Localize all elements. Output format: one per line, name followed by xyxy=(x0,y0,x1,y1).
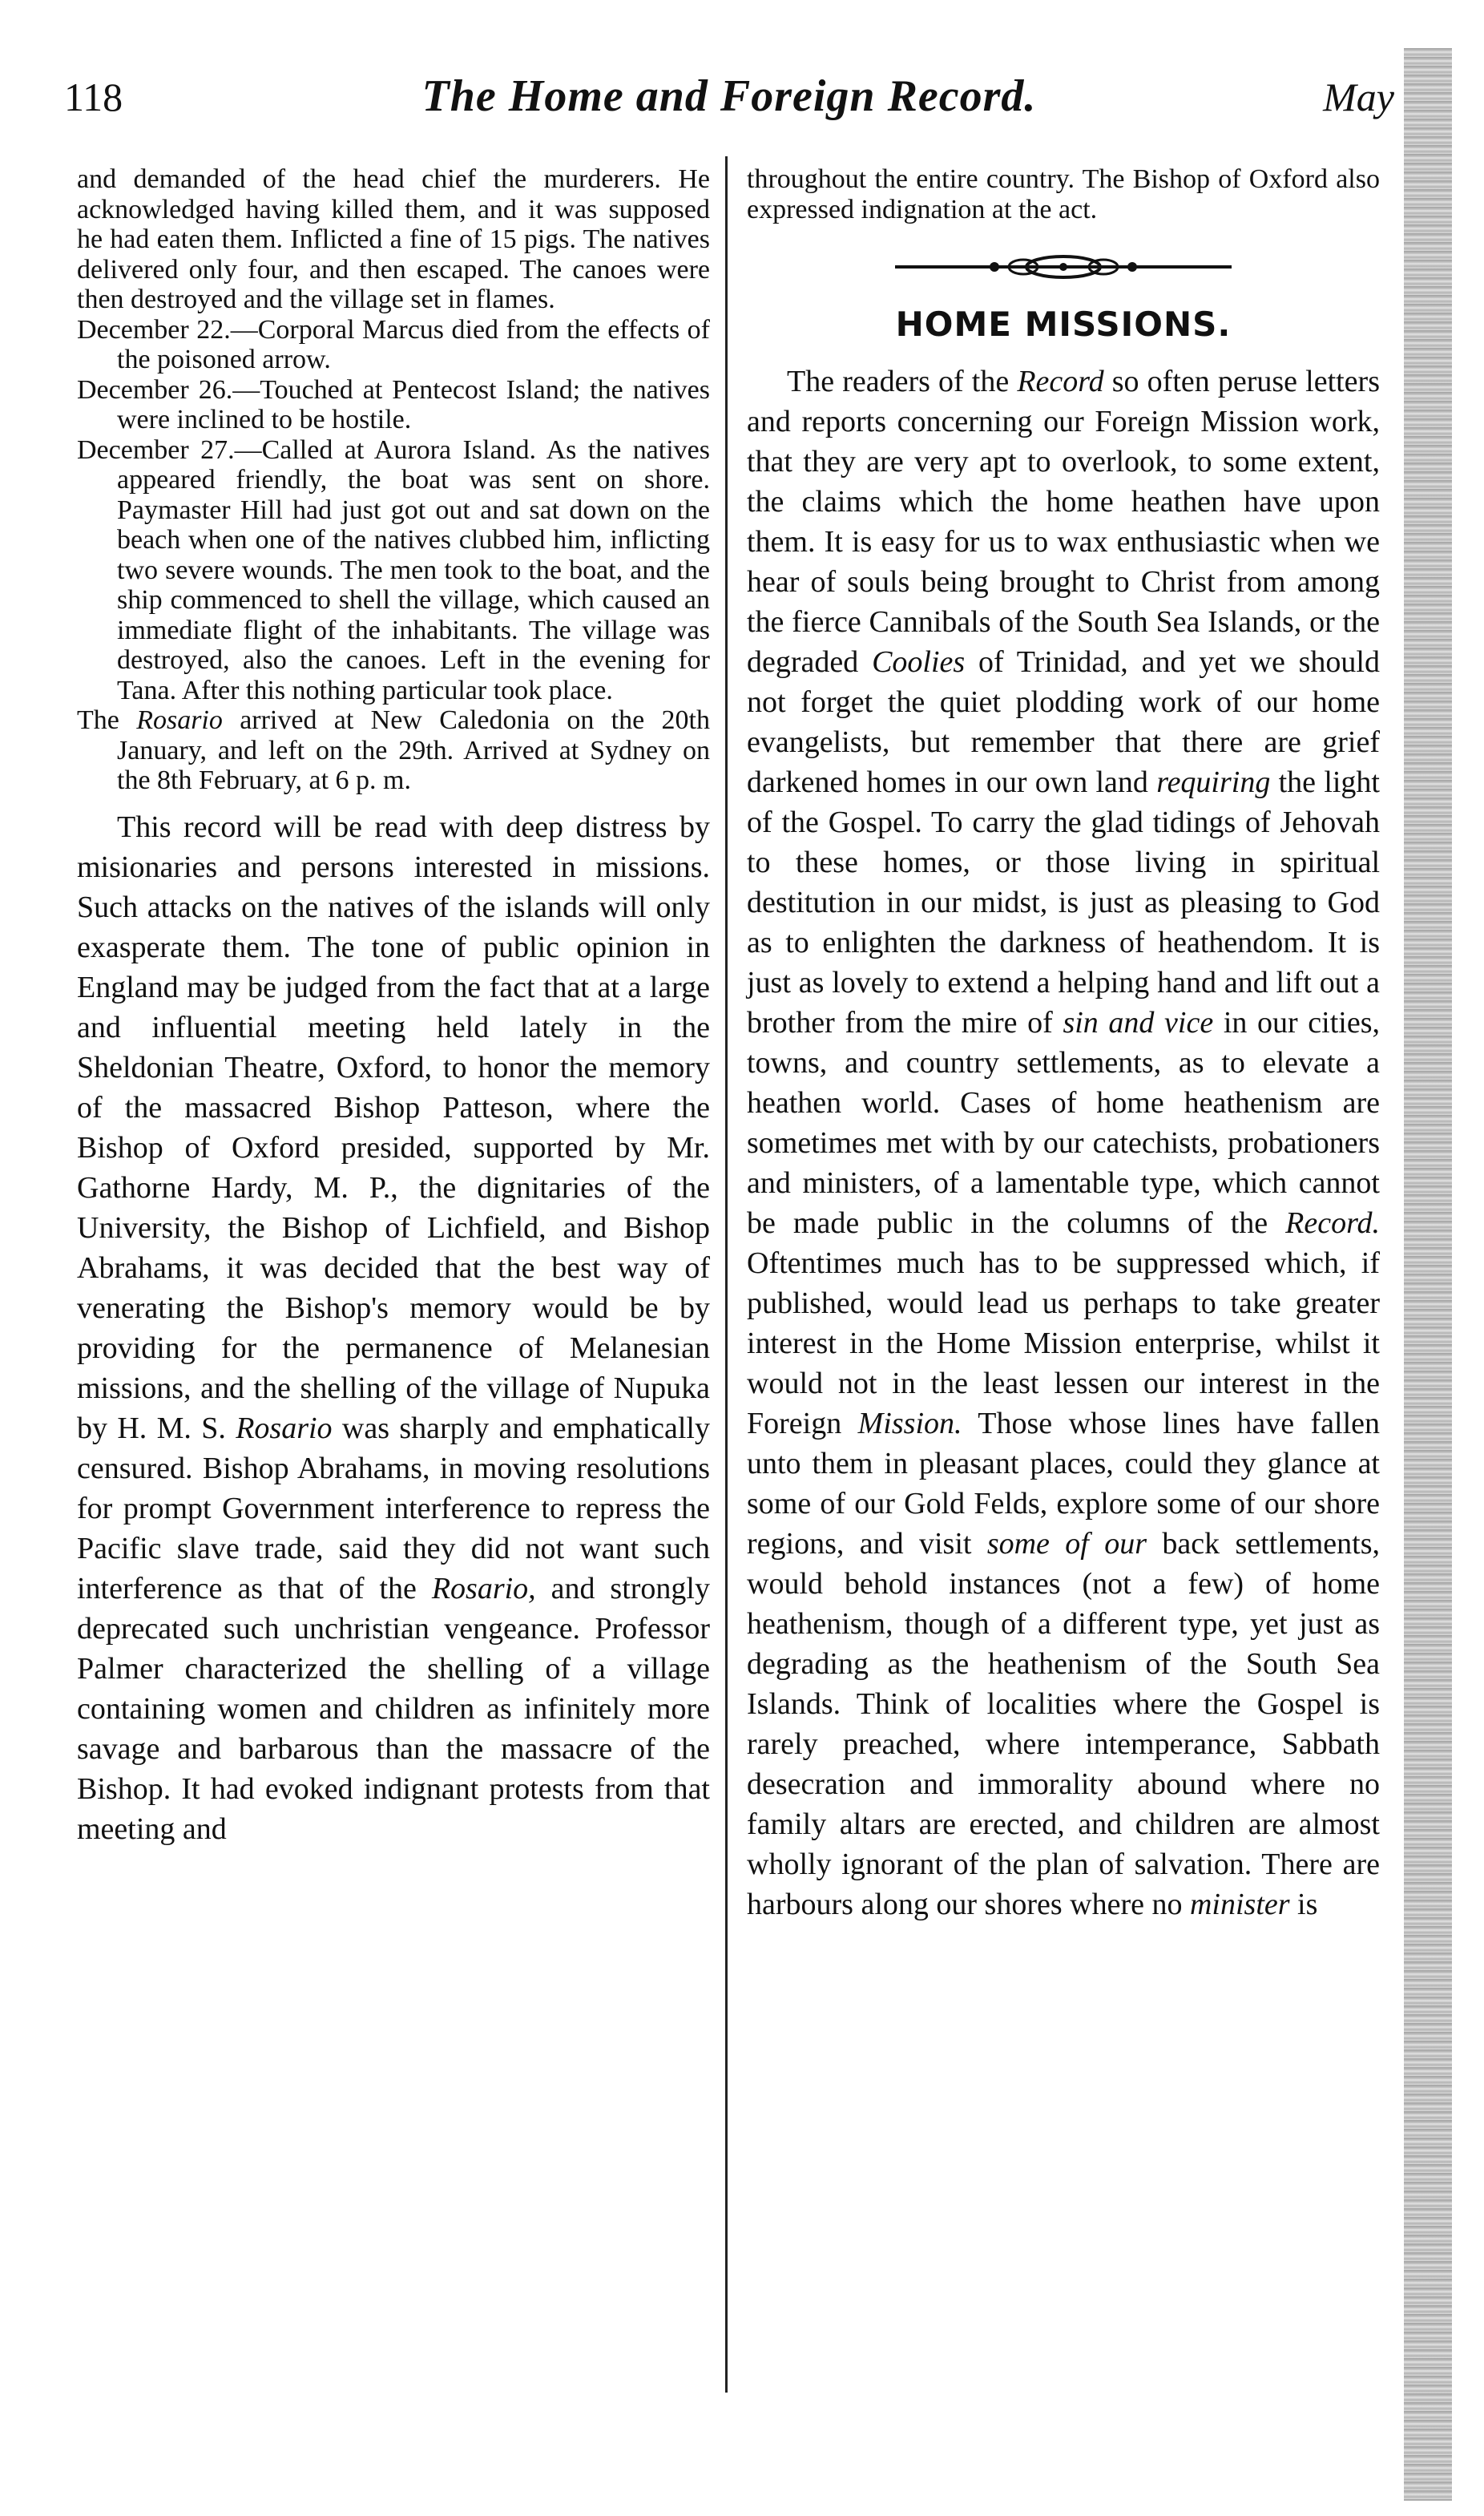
text-segment: the light of the Gospel. To carry the glad tidings of Jehovah to these homes, or those living in spiritual destitution in our midst, is just as pleasing to God as to enlighten the darkness of heathendom. It is just as lovely to extend a helping hand and lift out a brother from the mire of xyxy=(747,765,1380,1040)
text-segment: so often peruse letters and reports concerning our Foreign Mission work, that they are very apt to overlook, to some extent, the claims which the home heathen have upon them. It is easy for us to wax enthusiastic when we hear of souls being brought to Christ from among the fierce Cannibals of the South Sea Islands, or the degraded xyxy=(747,365,1380,679)
text-segment: in our cities, towns, and country settlements, as to elevate a heathen world. Cases of home heathenism are sometimes met with by our catechists, probationers and ministers, of a lamentable type, which cannot be made public in the columns of the xyxy=(747,1006,1381,1240)
text-segment: back settlements, would behold instances (not a few) of home heathenism, though of a different type, yet just as degrading as the heathenism of the South Sea Islands. Think of localities where the Gospel is rarely preached, where intemperance, Sabbath desecration and immorality abound where no family altars are erected, and children are almost wholly ignorant of the plan of salvation. There are harbours along our shores where no xyxy=(747,1527,1380,1921)
paragraph-bishop-oxford: throughout the entire country. The Bishop of Oxford also expressed indignation at the act. xyxy=(747,164,1380,224)
page-edge-texture xyxy=(1404,48,1452,2501)
italic-text: some of our xyxy=(986,1527,1147,1561)
column-divider xyxy=(725,156,728,2393)
text-segment: arrived at New Caledonia on the 20th January, and left on the 29th. Arrived at Sydney on the 8th February, at 6 p. m. xyxy=(117,705,710,795)
text-segment: and strongly deprecated such unchristian vengeance. Professor Palmer characterized the shelling of a village containing women and children as infinitely more savage and barbarous than the massacre of the Bishop. It had evoked indignant protests from that meeting and xyxy=(77,1571,710,1846)
italic-text: minister xyxy=(1189,1888,1290,1921)
paragraph-murderers: and demanded of the head chief the murderers. He acknowledged having killed them, and it was supposed he had eaten them. Inflicted a fine of 15 pigs. The natives delivered only four, and then escaped. The canoes were then destroyed and the village set in flames. xyxy=(77,164,710,314)
section-heading: HOME MISSIONS. xyxy=(895,305,1232,344)
text-segment: was sharply and emphatically censured. Bishop Abrahams, in moving resolutions for prompt Government interference to repress the Pacific slave trade, said they did not want such interference as that of the xyxy=(77,1411,710,1605)
ship-name: Rosario xyxy=(236,1411,333,1445)
italic-text: Mission. xyxy=(857,1407,962,1440)
italic-text: requiring xyxy=(1156,765,1271,799)
paragraph-december-26: December 26.—Touched at Pentecost Island; the natives were inclined to be hostile. xyxy=(77,374,710,434)
text-segment: Oftentimes much has to be suppressed which, if published, would lead us perhaps to take greater interest in the Home Mission enterprise, whilst it would not in the least lessen our interest in the Foreign xyxy=(747,1246,1380,1440)
italic-text: Record. xyxy=(1285,1206,1380,1240)
italic-text: Record xyxy=(1017,365,1104,398)
right-column xyxy=(747,164,1380,1924)
paragraph-home-missions xyxy=(747,361,1380,1924)
italic-text: sin and vice xyxy=(1063,1006,1214,1040)
journal-title: The Home and Foreign Record. xyxy=(421,71,1037,121)
page-number: 118 xyxy=(64,75,123,119)
text-segment: The xyxy=(77,705,137,735)
text-segment: The readers of the xyxy=(787,365,1018,398)
issue-month: May xyxy=(1323,75,1394,119)
paragraph-public-opinion xyxy=(77,807,710,1849)
ship-name: Rosario, xyxy=(431,1571,536,1605)
paragraph-rosario-arrival xyxy=(77,705,710,796)
text-segment: is xyxy=(1289,1888,1318,1921)
ornamental-rule-icon xyxy=(895,253,1232,281)
text-segment: of Trinidad, and yet we should not forget the quiet plodding work of our home evangelists, but remember that there are grief darkened homes in our own land xyxy=(747,645,1380,799)
text-segment: Those whose lines have fallen unto them in pleasant places, could they glance at some of our Gold Felds, explore some of our shore regions, and visit xyxy=(747,1407,1380,1561)
paragraph-december-27: December 27.—Called at Aurora Island. As the natives appeared friendly, the boat was sent on shore. Paymaster Hill had just got out and sat down on the beach when one of the natives clubbed him, inflicting two severe wounds. The men took to the boat, and the ship commenced to shell the village, which caused an immediate flight of the inhabitants. The village was destroyed, also the canoes. Left in the evening for Tana. After this nothing particular took place. xyxy=(77,434,710,705)
paragraph-december-22: December 22.—Corporal Marcus died from the effects of the poisoned arrow. xyxy=(77,314,710,374)
italic-text: Coolies xyxy=(872,645,966,679)
left-column xyxy=(77,164,710,1849)
ship-name: Rosario xyxy=(136,705,223,735)
text-segment: This record will be read with deep distress by misionaries and persons interested in missions. Such attacks on the natives of the islands will only exasperate them. The tone of public opinion in England may be judged from the fact that at a large and influential meeting held lately in the Sheldonian Theatre, Oxford, to honor the memory of the massacred Bishop Patteson, where the Bishop of Oxford presided, supported by Mr. Gathorne Hardy, M. P., the dignitaries of the University, the Bishop of Lichfield, and Bishop Abrahams, it was decided that the best way of venerating the Bishop's memory would be by providing for the permanence of Melanesian missions, and the shelling of the village of Nupuka by H. M. S. xyxy=(77,810,710,1445)
page-header xyxy=(64,71,1394,138)
